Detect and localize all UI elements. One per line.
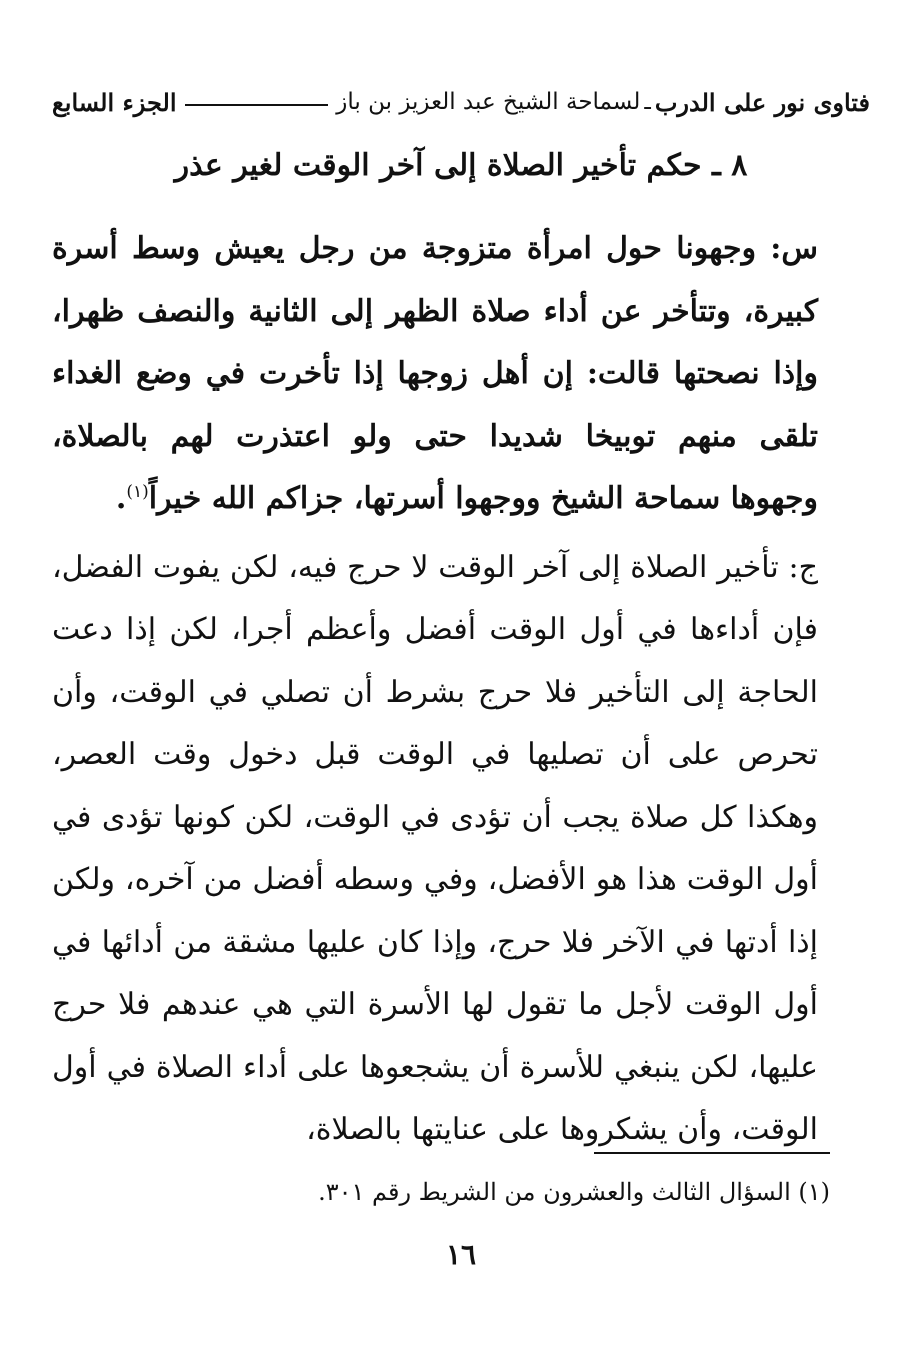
answer-paragraph: ج: تأخير الصلاة إلى آخر الوقت لا حرج فيه، لكن يفوت الفضل، فإن أداءها في أول الوقت أفضل وأعظم أجرا، لكن إذا دعت الحاجة إلى التأخير فلا حرج بشرط أن تصلي في الوقت، وأن تحرص على أن تصليها في الوقت قبل دخول وقت العصر، وهكذا كل صلاة يجب أن تؤدى في الوقت، لكن كونها تؤدى في أول الوقت هذا هو الأفضل، وفي وسطه أفضل من آخره، ولكن إذا أدتها في الآخر فلا حرج، وإذا كان عليها مشقة من أدائها في أول الوقت لأجل ما تقول لها الأسرة التي هي عندهم فلا حرج عليها، لكن ينبغي للأسرة أن يشجعوها على أداء الصلاة في أول الوقت، وأن يشكروها على عنايتها بالصلاة،: [52, 549, 819, 1147]
footnote: (١) السؤال الثالث والعشرون من الشريط رقم ٣٠١.: [318, 1178, 830, 1206]
page-number: ١٦: [445, 1238, 477, 1271]
running-header: [52, 82, 870, 122]
question-text: س: وجهونا حول امرأة متزوجة من رجل يعيش وسط أسرة كبيرة، وتتأخر عن أداء صلاة الظهر إلى الثانية والنصف ظهرا، وإذا نصحتها قالت: إن أهل زوجها إذا تأخرت في وضع الغداء تلقى منهم توبيخا شديدا حتى ولو اعتذرت لهم بالصلاة، وجهوها سماحة الشيخ ووجهوا أسرتها، جزاكم الله خيراً: [52, 231, 818, 516]
question-end: .: [115, 481, 127, 516]
body-text: [52, 218, 818, 1162]
header-book-title: فتاوى نور على الدرب: [654, 87, 870, 117]
footnote-rule: [594, 1152, 830, 1154]
header-separator: ـ: [644, 89, 651, 115]
section-title: ٨ ـ حكم تأخير الصلاة إلى آخر الوقت لغير عذر: [174, 148, 748, 183]
header-rule: [185, 104, 329, 106]
header-author: لسماحة الشيخ عبد العزيز بن باز: [336, 89, 641, 115]
footnote-reference[interactable]: (١): [126, 482, 149, 502]
question-paragraph: [52, 218, 818, 531]
header-volume: الجزء السابع: [52, 87, 177, 117]
